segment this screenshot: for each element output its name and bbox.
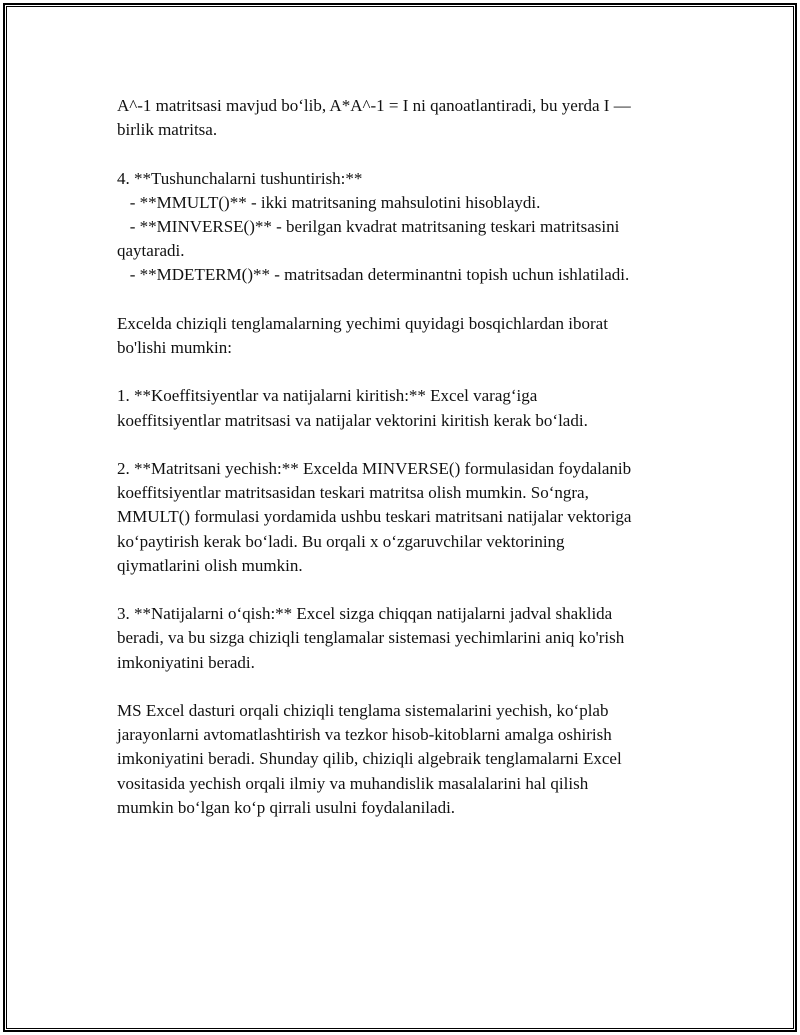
text-line: MS Excel dasturi orqali chiziqli tenglama sistemalarini yechish, ko‘plab — [117, 700, 609, 720]
text-line: ko‘paytirish kerak bo‘ladi. Bu orqali x o‘zgaruvchilar vektorining — [117, 531, 565, 551]
paragraph-step-1 — [117, 384, 687, 432]
text-line: bo'lishi mumkin: — [117, 338, 232, 357]
text-line: beradi, va bu sizga chiziqli tenglamalar sistemasi yechimlarini aniq ko'rish — [117, 628, 625, 648]
text-line: 3. **Natijalarni o‘qish:** Excel sizga chiqqan natijalarni jadval shaklida — [117, 604, 613, 624]
text-line: A^-1 matritsasi mavjud bo‘lib, A*A^-1 = I ni qanoatlantiradi, bu yerda I — — [117, 96, 631, 115]
paragraph-conclusion — [117, 699, 687, 820]
text-line: vositasida yechish orqali ilmiy va muhandislik masalalarini hal qilish — [117, 773, 589, 793]
text-line: jarayonlarni avtomatlashtirish va tezkor hisob-kitoblarni amalga oshirish — [117, 725, 612, 745]
document-body — [117, 94, 687, 844]
list-item: - **MMULT()** - ikki matritsaning mahsulotini hisoblaydi. — [117, 192, 541, 212]
list-item: - **MINVERSE()** - berilgan kvadrat matritsaning teskari matritsasini — [117, 217, 620, 236]
text-line: 2. **Matritsani yechish:** Excelda MINVERSE() formulasidan foydalanib — [117, 458, 632, 478]
paragraph-inverse-matrix — [117, 94, 687, 142]
text-line: imkoniyatini beradi. — [117, 652, 255, 672]
text-line: MMULT() formulasi yordamida ushbu teskari matritsani natijalar vektoriga — [117, 507, 632, 527]
paragraph-step-3 — [117, 602, 687, 675]
list-item-continuation: qaytaradi. — [117, 241, 185, 261]
text-line: mumkin bo‘lgan ko‘p qirrali usulni foydalaniladi. — [117, 797, 456, 817]
paragraph-step-2 — [117, 457, 687, 578]
text-line: imkoniyatini beradi. Shunday qilib, chiziqli algebraik tenglamalarni Excel — [117, 749, 622, 769]
text-line: qiymatlarini olish mumkin. — [117, 555, 303, 575]
text-line: Excelda chiziqli tenglamalarning yechimi quyidagi bosqichlardan iborat — [117, 313, 608, 333]
paragraph-concepts-list — [117, 167, 687, 288]
list-item: - **MDETERM()** - matritsadan determinantni topish uchun ishlatiladi. — [117, 265, 630, 285]
text-line: birlik matritsa. — [117, 120, 218, 140]
paragraph-steps-intro — [117, 312, 687, 360]
text-line: 1. **Koeffitsiyentlar va natijalarni kiritish:** Excel varag‘iga — [117, 386, 538, 406]
text-line: koeffitsiyentlar matritsasidan teskari matritsa olish mumkin. So‘ngra, — [117, 483, 589, 503]
text-line: koeffitsiyentlar matritsasi va natijalar vektorini kiritish kerak bo‘ladi. — [117, 410, 588, 430]
list-heading: 4. **Tushunchalarni tushuntirish:** — [117, 168, 363, 188]
